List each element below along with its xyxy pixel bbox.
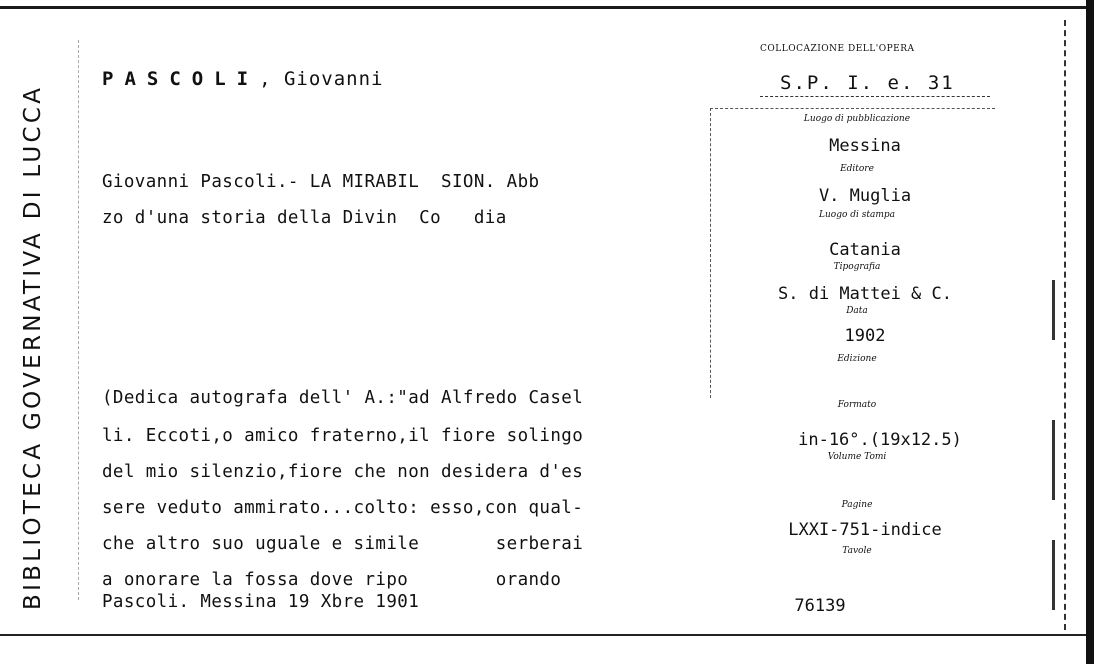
field-label: Edizione	[837, 354, 877, 364]
body-line: sere veduto ammirato...colto: esso,con qual-	[102, 498, 584, 518]
card-bottom-edge	[0, 634, 1090, 636]
field-value: Messina	[829, 136, 901, 156]
field-value: V. Muglia	[818, 186, 912, 206]
body-line: li. Eccoti,o amico fraterno,il fiore solingo	[102, 426, 584, 446]
field-value: in-16°.(19x12.5)	[798, 430, 962, 450]
author-comma: ,	[259, 68, 272, 90]
field-label: Tavole	[842, 546, 872, 556]
field-label: Data	[846, 306, 868, 316]
panel-left-line	[710, 108, 712, 398]
field-value: Catania	[829, 240, 901, 260]
collocazione-label: COLLOCAZIONE DELL'OPERA	[760, 44, 915, 54]
author-heading	[102, 68, 384, 90]
card-mark	[1052, 420, 1055, 500]
card-right-edge	[1086, 0, 1094, 664]
collocazione-underline	[760, 96, 990, 98]
body-line: Pascoli. Messina 19 Xbre 1901	[102, 592, 420, 612]
field-value: 1902	[844, 326, 886, 346]
body-line: Giovanni Pascoli.- LA MIRABIL SION. Abb	[102, 172, 540, 192]
collocazione-value: S.P. I. e. 31	[780, 72, 955, 94]
author-name: Giovanni	[283, 68, 384, 90]
field-label: Editore	[840, 164, 874, 174]
card-right-perforation	[1064, 20, 1069, 630]
field-label: Luogo di stampa	[819, 210, 895, 220]
body-line: zo d'una storia della Divin Co dia	[102, 208, 507, 228]
author-surname: PASCOLI	[102, 68, 260, 90]
field-label: Pagine	[841, 500, 873, 510]
field-label: Volume Tomi	[827, 452, 887, 462]
field-label: Formato	[837, 400, 877, 410]
card-top-edge	[0, 6, 1090, 9]
field-value: S. di Mattei & C.	[778, 284, 952, 304]
field-label: Tipografia	[833, 262, 881, 272]
inventory-number: 76139	[794, 596, 846, 616]
card-left-margin-line	[78, 40, 80, 600]
library-name: BIBLIOTECA GOVERNATIVA DI LUCCA	[20, 84, 46, 610]
field-value: LXXI-751-indice	[788, 520, 942, 540]
body-line: a onorare la fossa dove ripo orando	[102, 570, 562, 590]
field-label: Luogo di pubblicazione	[803, 114, 911, 124]
card-mark	[1052, 280, 1055, 340]
body-line: (Dedica autografa dell' A.:"ad Alfredo Casel	[102, 388, 584, 408]
card-mark	[1052, 540, 1055, 610]
panel-top-line	[710, 108, 995, 110]
body-line: del mio silenzio,fiore che non desidera d'es	[102, 462, 584, 482]
body-line: che altro suo uguale e simile serberai	[102, 534, 584, 554]
